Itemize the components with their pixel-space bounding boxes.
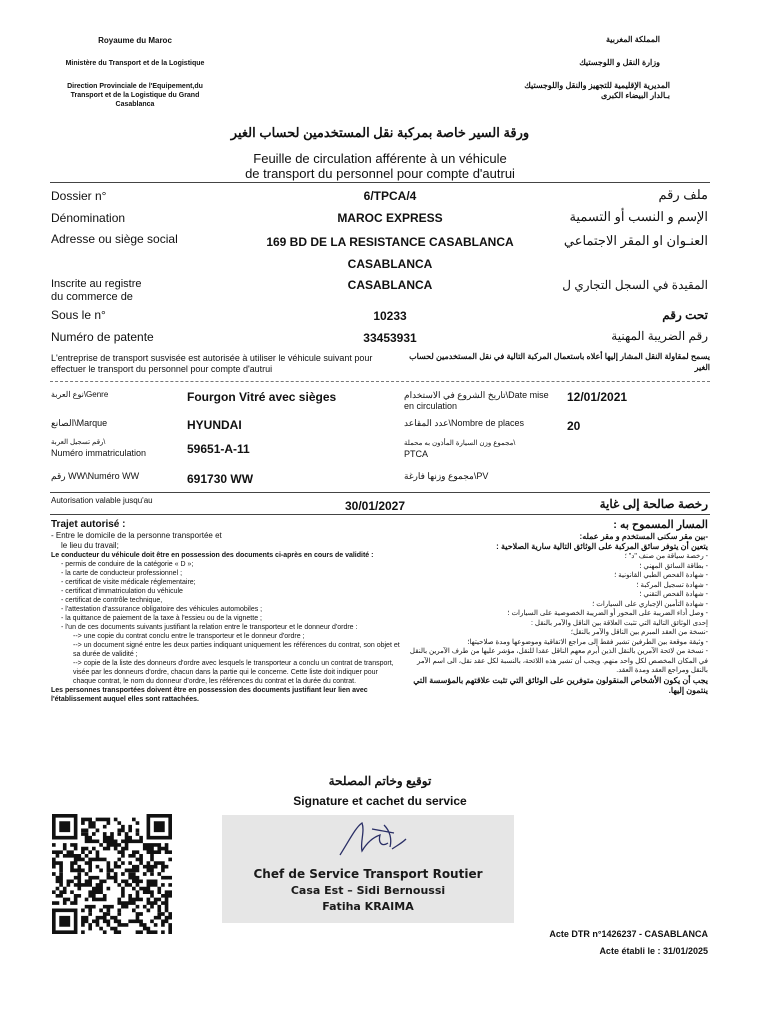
date-value: 12/01/2021	[567, 390, 628, 404]
trajet-top-divider	[50, 514, 710, 515]
places-label: عدد المقاعد\Nombre de places	[404, 418, 524, 428]
pv-label: مجموع وزنها فارغة\PV	[404, 471, 489, 481]
authorization-ar: يسمح لمقاولة النقل المشار إليها أعلاه باستعمال المركبة التالية في نقل المستخدمين لحساب الغير	[409, 352, 710, 372]
registry-ar: المقيدة في السجل التجاري ل	[562, 278, 708, 292]
signature-title-ar: توقيع وخاتم المصلحة	[328, 774, 432, 788]
authorization-fr: L'entreprise de transport susvisée est autorisée à utiliser le véhicule suivant pour effectuer le transport du personnel pour compte d'autrui	[51, 353, 373, 374]
validity-label-fr: Autorisation valable jusqu'au	[51, 496, 153, 505]
patente-ar: رقم الضريبة المهنية	[611, 329, 708, 343]
header-ar-kingdom: المملكة المغربية	[606, 35, 660, 44]
validity-value: 30/01/2027	[344, 499, 406, 513]
docs-list-ar	[404, 552, 708, 676]
trajet-title-fr: Trajet autorisé :	[51, 519, 126, 530]
list-item: - la quittance de paiement de la taxe à l'essieu ou de la vignette ;	[61, 615, 262, 622]
title-divider	[50, 182, 710, 183]
immat-label: رقم تسجيل العربة\ Numéro immatriculation	[51, 439, 147, 458]
denomination-ar: الإسم و النسب أو التسمية	[569, 209, 708, 224]
list-item: - certificat de visite médicale réglementaire;	[61, 579, 196, 586]
sous-value: 10233	[373, 309, 407, 323]
denomination-value: MAROC EXPRESS	[337, 211, 443, 225]
dossier-ar: ملف رقم	[658, 187, 708, 202]
dossier-value: 6/TPCA/4	[363, 189, 417, 203]
date-label: تاريخ الشروع في الاستخدام\Date mise en circulation	[404, 390, 549, 411]
list-item: - شهادة الفحص التقني ؛	[639, 591, 708, 598]
docs-list-fr	[51, 560, 401, 632]
places-value: 20	[567, 419, 581, 433]
list-item: - شهادة التأمين الإجباري على السيارات ؛	[592, 600, 708, 608]
patente-value: 33453931	[363, 331, 417, 345]
header-fr-direction: Direction Provinciale de l'Equipement,du Transport et de la Logistique du Grand Casablanca	[67, 83, 203, 108]
address-value-1: 169 BD DE LA RESISTANCE CASABLANCA	[266, 235, 514, 249]
list-item: - certificat d'immatriculation du véhicule	[61, 588, 183, 595]
list-item: - شهادة تسجيل المركبة ؛	[636, 581, 708, 589]
ww-label: رقم WW\Numéro WW	[51, 471, 140, 481]
immat-value: 59651-A-11	[187, 442, 250, 456]
acte-line-2: Acte établi le : 31/01/2025	[599, 946, 708, 956]
list-item: - شهادة الفحص الطبي القانونية ؛	[614, 572, 708, 579]
header-fr-kingdom: Royaume du Maroc	[98, 36, 172, 45]
trajet-title-ar: المسار المسموح به :	[613, 519, 708, 531]
ptca-label: مجموع وزن السيارة المأذون به محملة\ PTCA	[404, 440, 516, 459]
registry-label: Inscrite au registre du commerce de	[51, 278, 142, 303]
ww-value: 691730 WW	[187, 472, 254, 486]
list-item: - la carte de conducteur professionnel ;	[61, 570, 183, 577]
list-item: - l'attestation d'assurance obligatoire des véhicules automobiles ;	[61, 606, 263, 613]
list-item: - نسخة من لائحة الآمرين بالنقل الذين أبرم معهم الناقل عقدا للنقل، مؤشر عليها من طرف الآمرين بالنقل في المكان المخصص لكل واحد منهم. ويجب أن تشير هذه اللائحة، بالنسبة لكل عقد نقل، الى اسم الآمر بالنقل ومراجع العقد ومدة العقد.	[409, 648, 708, 674]
stamp-line-3: Fatiha KRAIMA	[322, 900, 414, 913]
address-value-2: CASABLANCA	[347, 257, 433, 271]
header-fr-ministry: Ministère du Transport et de la Logistique	[65, 60, 205, 67]
list-item: --> copie de la liste des donneurs d'ordre avec lesquels le transporteur a conclu un contrat de transport, visée par les donneurs d'ordre, chacun dans la partie qui le concerne. Cette liste doit indiquer pour chaque contrat, le nom du donneur d'ordre, les références du contrat et la durée du contrat.	[73, 660, 394, 685]
list-item: - وثيقة موقعة بين الطرفين تشير فقط إلى مراجع الاتفاقية وموضوعها ومدة صلاحيتها؛	[467, 638, 708, 646]
patente-label: Numéro de patente	[51, 330, 154, 344]
list-item: - وصل أداء الضريبة على المحور أو الضريبة الخصوصية على السيارات ؛	[507, 610, 708, 617]
dossier-label: Dossier n°	[51, 189, 107, 203]
vehicle-top-divider	[50, 381, 710, 382]
validity-ar: رخصة صالحة إلى غاية	[599, 497, 708, 511]
stamp-line-2: Casa Est – Sidi Bernoussi	[290, 884, 446, 897]
qr-code-icon	[52, 814, 172, 934]
docs-sub-fr	[51, 632, 401, 686]
genre-value: Fourgon Vitré avec sièges	[187, 390, 337, 404]
genre-label: نوع العربة\Genre	[51, 390, 109, 399]
address-ar: العنـوان او المقر الاجتماعي	[563, 233, 708, 248]
qr-code	[52, 814, 172, 934]
title-fr: Feuille de circulation afférente à un véhicule de transport du personnel pour compte d'autrui	[245, 151, 515, 181]
list-item: - بطاقة السائق المهني ؛	[639, 562, 708, 570]
list-item: --> un document signé entre les deux parties indiquant uniquement les références du contrat, son objet et sa durée de validité ;	[73, 642, 400, 658]
handwritten-signature	[332, 817, 412, 863]
title-ar: ورقة السير خاصة بمركبة نقل المستخدمين لحساب الغير	[230, 125, 530, 140]
sous-label: Sous le n°	[51, 308, 106, 322]
signature-title-fr: Signature et cachet du service	[293, 794, 467, 808]
list-item: إحدى الوثائق التالية التي تثبت العلاقة بين الناقل والآمر بالنقل :	[531, 619, 708, 627]
trajet-ar: المسار المسموح به : -بين مقر سكنى المستخدم و مقر عمله: يتعين أن يتوفر سائق المركبة على الوثائق التالية سارية الصلاحية : - رخصة سياقة من صنف "د" ؛ - بطاقة السائق المهني ؛ - شهادة الفحص الطبي القانونية ؛ - شهادة تسجيل المركبة ؛ - شهادة الفحص التقني ؛ - شهادة التأمين الإجباري على السيارات ؛ - وصل أداء الضريبة على المحور أو الضريبة الخصوصية على السيارات ؛ إحدى الوثائق التالية التي تثبت العلاقة بين الناقل والآمر بالنقل : -نسخة من العقد المبرم بين الناقل والآمر بالنقل؛ - وثيقة موقعة بين الطرفين تشير فقط إلى مراجع الاتفاقية وموضوعها ومدة صلاحيتها؛ - نسخة من لائحة الآمرين بالنقل الذين أبرم معهم الناقل عقدا للنقل، مؤشر عليها من طرف الآمرين بالنقل في المكان المخصص لكل واحد منهم. ويجب أن تشير هذه اللائحة، بالنسبة لكل عقد نقل، الى اسم الآمر بالنقل ومراجع العقد ومدة العقد. يجب أن يكون الأشخاص المنقولون متوفرين على الوثائق التي تثبت علاقتهم بالمؤسسة التي ينتمون إليها.	[404, 519, 708, 696]
list-item: - l'un de ces documents suivants justifiant la relation entre le transporteur et le donneur d'ordre :	[61, 624, 358, 631]
validity-top-divider	[50, 492, 710, 493]
list-item: - certificat de contrôle technique,	[61, 597, 163, 604]
trajet-fr: Trajet autorisé : - Entre le domicile de la personne transportée et le lieu du travail; Le conducteur du véhicule doit être en possession des documents ci-après en cours de validité : - permis de conduire de la catégorie « D »; - la carte de conducteur professionnel ; - certificat de visite médicale réglementaire; - certificat d'immatriculation du véhicule - certificat de contrôle technique, - l'attestation d'assurance obligatoire des véhicules automobiles ; - la quittance de paiement de la taxe à l'essieu ou de la vignette ; - l'un de ces documents suivants justifiant la relation entre le transporteur et le donneur d'ordre : --> une copie du contrat conclu entre le transporteur et le donneur d'ordre ; --> un document signé entre les deux parties indiquant uniquement les références du contrat, son objet et sa durée de validité ; --> copie de la liste des donneurs d'ordre avec lesquels le transporteur a conclu un contrat de transport, visée par les donneurs d'ordre, chacun dans la partie qui le concerne. Cette liste doit indiquer pour chaque contrat, le nom du donneur d'ordre, les références du contrat et la durée du contrat. Les personnes transportées doivent être en possession des documents justifiant leur lien avec l'établissement auquel elles sont rattachées.	[51, 519, 400, 703]
acte-line-1: Acte DTR n°1426237 - CASABLANCA	[549, 929, 708, 939]
header-ar-ministry: وزارة النقل و اللوجستيك	[579, 58, 660, 67]
marque-label: الصانع\Marque	[51, 418, 108, 428]
registry-value: CASABLANCA	[347, 278, 433, 292]
list-item: --> une copie du contrat conclu entre le transporteur et le donneur d'ordre ;	[73, 633, 305, 640]
address-label: Adresse ou siège social	[51, 232, 178, 246]
service-stamp	[222, 815, 514, 923]
stamp-line-1: Chef de Service Transport Routier	[253, 867, 483, 881]
list-item: - permis de conduire de la catégorie « D »;	[61, 561, 194, 568]
list-item: -نسخة من العقد المبرم بين الناقل والآمر بالنقل؛	[570, 629, 708, 636]
marque-value: HYUNDAI	[187, 418, 242, 432]
sous-ar: تحت رقم	[662, 308, 708, 322]
header-ar-direction: المديرية الإقليمية للتجهيز والنقل واللوجستيك بـالدار البيضاء الكبرى	[524, 81, 670, 100]
denomination-label: Dénomination	[51, 211, 126, 225]
list-item: - رخصة سياقة من صنف "د" ؛	[624, 553, 708, 560]
